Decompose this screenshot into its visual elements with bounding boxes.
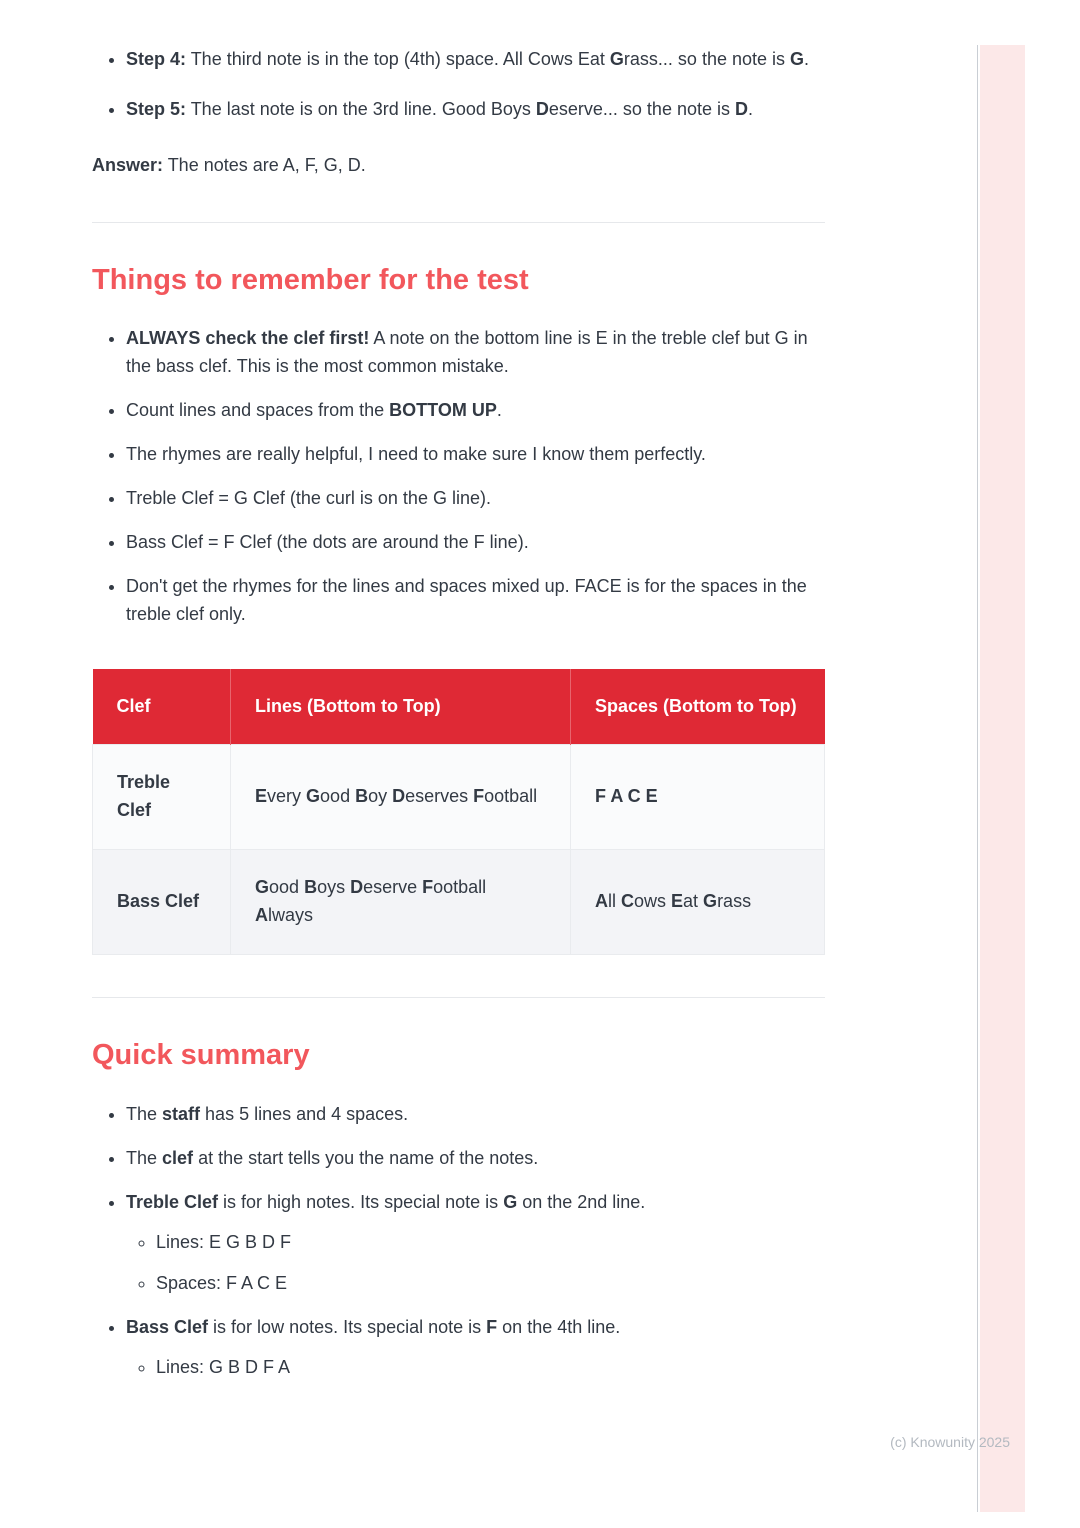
section-heading-remember: Things to remember for the test: [92, 263, 529, 296]
table-cell-spaces: All Cows Eat Grass: [571, 850, 825, 955]
sub-list: [126, 1229, 825, 1299]
section-divider: [92, 222, 825, 223]
table-header-row: [93, 669, 825, 745]
table-cell-lines: Every Good Boy Deserves Football: [231, 745, 571, 850]
sub-list-item: ◦ Lines: G B D F A: [156, 1354, 825, 1382]
list-item: • The staff has 5 lines and 4 spaces.: [126, 1101, 825, 1129]
sub-list-item: ◦ Lines: E G B D F: [156, 1229, 825, 1257]
list-item: • Treble Clef = G Clef (the curl is on the G line).: [126, 485, 825, 513]
section-divider: [92, 997, 825, 998]
list-item: • Don't get the rhymes for the lines and spaces mixed up. FACE is for the spaces in the treble clef only.: [126, 573, 825, 629]
table-cell-spaces: F A C E: [571, 745, 825, 850]
list-item: • The clef at the start tells you the name of the notes.: [126, 1145, 825, 1173]
page-edge-stripe: [980, 45, 1025, 1512]
list-item: • Step 5: The last note is on the 3rd line. Good Boys Deserve... so the note is D.: [126, 96, 825, 124]
list-item: [126, 1189, 825, 1299]
summary-list: [92, 1101, 825, 1382]
table-row: [93, 745, 825, 850]
clef-rhymes-table: [92, 669, 825, 955]
list-item: • ALWAYS check the clef first! A note on the bottom line is E in the treble clef but G in the bass clef. This is the most common mistake.: [126, 325, 825, 381]
list-item: [126, 1314, 825, 1382]
answer-text: Answer: The notes are A, F, G, D.: [92, 154, 366, 175]
remember-list: [92, 325, 825, 628]
table-header-lines: Lines (Bottom to Top): [231, 669, 571, 745]
page-edge-line: [977, 45, 978, 1512]
table-cell-clef: Treble Clef: [93, 745, 231, 850]
document-content: [92, 0, 825, 1382]
list-item-text: Treble Clef is for high notes. Its special note is G on the 2nd line.: [126, 1191, 646, 1212]
table-header-clef: Clef: [93, 669, 231, 745]
section-heading-summary: Quick summary: [92, 1039, 310, 1072]
copyright-text: (c) Knowunity 2025: [890, 1434, 1010, 1450]
table-cell-clef: Bass Clef: [93, 850, 231, 955]
list-item: • Bass Clef = F Clef (the dots are around the F line).: [126, 529, 825, 557]
list-item: • Step 4: The third note is in the top (4th) space. All Cows Eat Grass... so the note is G.: [126, 46, 825, 74]
table-cell-lines: Good Boys Deserve Football Always: [231, 850, 571, 955]
sub-list-item: ◦ Spaces: F A C E: [156, 1270, 825, 1298]
steps-list: [92, 46, 825, 124]
sub-list: [126, 1354, 825, 1382]
table-header-spaces: Spaces (Bottom to Top): [571, 669, 825, 745]
list-item: • Count lines and spaces from the BOTTOM UP.: [126, 397, 825, 425]
list-item: • The rhymes are really helpful, I need to make sure I know them perfectly.: [126, 441, 825, 469]
table-row: [93, 850, 825, 955]
list-item-text: Bass Clef is for low notes. Its special note is F on the 4th line.: [126, 1317, 621, 1338]
